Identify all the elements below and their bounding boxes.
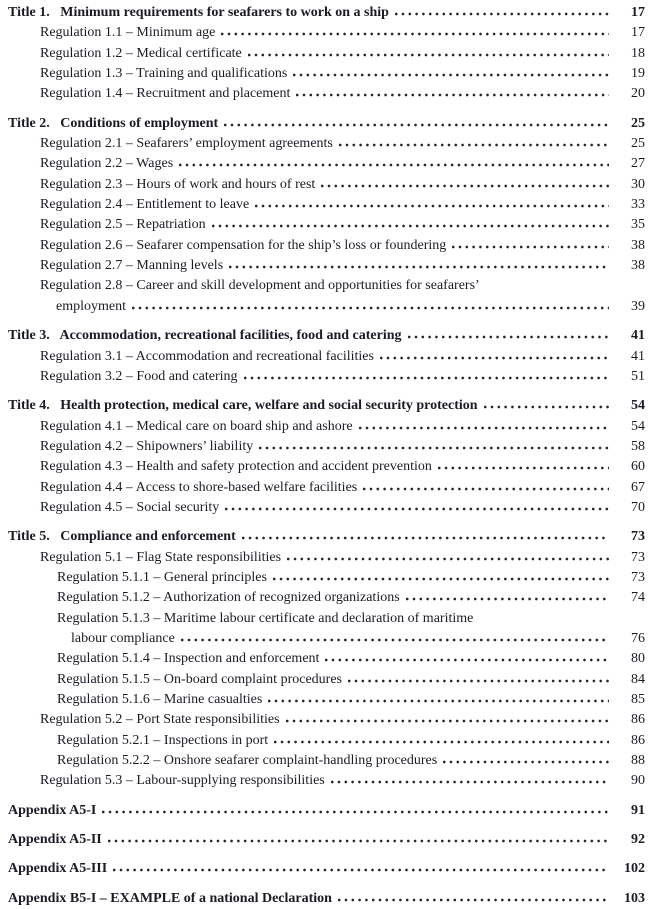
toc-row <box>8 609 645 629</box>
toc-entry-text: labour compliance <box>71 630 175 646</box>
toc-row <box>8 437 645 457</box>
toc-entry-text: Regulation 5.1.2 – Authorization of recognized organizations <box>57 590 400 606</box>
dot-leader <box>408 335 609 339</box>
dot-leader <box>244 376 609 380</box>
dot-leader <box>273 577 609 581</box>
toc-entry-text: Title 3. Accommodation, recreational facilities, food and catering <box>8 328 402 344</box>
page-number: 76 <box>631 630 645 646</box>
page-number: 41 <box>631 348 645 364</box>
toc-entry-text: Regulation 5.2.2 – Onshore seafarer complaint-handling procedures <box>57 753 438 769</box>
dot-leader <box>255 204 609 208</box>
dot-leader <box>443 760 609 764</box>
dot-leader <box>225 507 609 511</box>
toc-entry-text: Regulation 5.1.5 – On-board complaint procedures <box>57 671 342 687</box>
dot-leader <box>181 638 609 642</box>
toc-entry-text: employment <box>56 298 126 314</box>
dot-leader <box>359 426 609 430</box>
page-number: 103 <box>624 890 645 906</box>
toc-row <box>8 367 645 387</box>
toc-entry-text: Appendix A5-II <box>8 832 102 848</box>
dot-leader <box>395 12 609 16</box>
page-number: 25 <box>631 136 645 152</box>
dot-leader <box>452 245 609 249</box>
toc-row <box>8 670 645 690</box>
dot-leader <box>224 123 609 127</box>
page-number: 73 <box>631 549 645 565</box>
toc-row <box>8 175 645 195</box>
page-number: 90 <box>631 773 645 789</box>
toc-row <box>8 751 645 771</box>
toc-row <box>8 84 645 104</box>
dot-leader <box>242 536 609 540</box>
page-number: 86 <box>631 732 645 748</box>
page-number: 70 <box>631 499 645 515</box>
page-number: 51 <box>631 368 645 384</box>
toc-row <box>8 859 645 879</box>
toc-entry-text: Regulation 1.2 – Medical certificate <box>40 45 242 61</box>
toc-row <box>8 154 645 174</box>
toc-row <box>8 347 645 367</box>
toc-entry-text: Appendix A5-III <box>8 861 108 877</box>
toc-entry-text: Regulation 2.3 – Hours of work and hours of rest <box>40 176 316 192</box>
toc-entry-text: Regulation 5.1.6 – Marine casualties <box>57 692 263 707</box>
toc-row <box>8 195 645 215</box>
toc-entry-text: Title 1. Minimum requirements for seafarers to work on a ship <box>8 5 389 20</box>
toc-entry-text: Regulation 3.1 – Accommodation and recreational facilities <box>40 348 374 364</box>
page-number: 27 <box>631 156 645 172</box>
page-number: 33 <box>631 197 645 213</box>
toc-entry-text: Regulation 4.5 – Social security <box>40 499 220 515</box>
dot-leader <box>380 356 609 360</box>
dot-leader <box>287 557 609 561</box>
toc-entry-text: Regulation 4.4 – Access to shore-based welfare facilities <box>40 479 358 495</box>
dot-leader <box>286 719 609 723</box>
toc-row <box>8 889 645 909</box>
dot-leader <box>248 53 609 57</box>
page-number: 30 <box>631 176 645 192</box>
page-number: 18 <box>631 45 645 61</box>
toc-row <box>8 23 645 43</box>
toc-entry-text: Regulation 2.6 – Seafarer compensation for the ship’s loss or foundering <box>40 237 447 253</box>
toc-entry-text: Regulation 1.3 – Training and qualifications <box>40 66 288 82</box>
dot-leader <box>363 487 609 491</box>
toc-entry-text: Regulation 2.5 – Repatriation <box>40 217 206 233</box>
toc <box>8 3 645 909</box>
page-number: 41 <box>631 328 645 344</box>
toc-entry-text: Regulation 4.2 – Shipowners’ liability <box>40 438 254 454</box>
page-number: 91 <box>631 802 645 818</box>
toc-entry-text: Regulation 4.3 – Health and safety protection and accident prevention <box>40 459 432 475</box>
toc-row <box>8 64 645 84</box>
toc-row <box>8 588 645 608</box>
page-number: 92 <box>631 832 645 848</box>
dot-leader <box>229 265 609 269</box>
toc-row <box>8 801 645 821</box>
toc-entry-text: Regulation 2.2 – Wages <box>40 156 174 172</box>
toc-row <box>8 297 645 317</box>
page-number: 17 <box>631 25 645 41</box>
page-number: 102 <box>624 861 645 877</box>
toc-row <box>8 548 645 568</box>
page-number: 39 <box>631 298 645 314</box>
page-number: 38 <box>631 237 645 253</box>
toc-row <box>8 457 645 477</box>
page-number: 80 <box>631 651 645 667</box>
toc-row <box>8 568 645 588</box>
toc-row <box>8 830 645 850</box>
toc-entry-text: Regulation 1.4 – Recruitment and placement <box>40 86 291 102</box>
toc-entry-text: Title 4. Health protection, medical care, welfare and social security protection <box>8 398 478 414</box>
toc-entry-text: Regulation 5.2.1 – Inspections in port <box>57 732 269 748</box>
dot-leader <box>132 306 609 310</box>
page-number: 58 <box>631 438 645 454</box>
page-number: 20 <box>631 86 645 102</box>
toc-entry-text: Regulation 5.2 – Port State responsibilities <box>40 712 280 728</box>
page-number: 54 <box>631 418 645 434</box>
dot-leader <box>339 143 609 147</box>
page-number: 85 <box>631 692 645 707</box>
toc-row <box>8 417 645 437</box>
dot-leader <box>259 446 609 450</box>
dot-leader <box>338 898 609 902</box>
page-number: 73 <box>631 529 645 545</box>
dot-leader <box>325 658 609 662</box>
toc-row <box>8 215 645 235</box>
dot-leader <box>113 868 609 872</box>
toc-row <box>8 396 645 416</box>
dot-leader <box>484 405 609 409</box>
page-number: 74 <box>631 590 645 606</box>
page-number: 25 <box>631 115 645 131</box>
dot-leader <box>212 224 609 228</box>
toc-row <box>8 134 645 154</box>
dot-leader <box>274 740 609 744</box>
toc-row <box>8 236 645 256</box>
page-number: 54 <box>631 398 645 414</box>
page-number: 73 <box>631 569 645 585</box>
toc-row <box>8 498 645 518</box>
toc-entry-text: Appendix A5-I <box>8 802 97 818</box>
toc-entry-text: Regulation 4.1 – Medical care on board ship and ashore <box>40 418 353 434</box>
toc-row <box>8 649 645 669</box>
toc-row <box>8 114 645 134</box>
toc-row <box>8 478 645 498</box>
toc-entry-text: Regulation 3.2 – Food and catering <box>40 368 238 384</box>
toc-entry-text: Regulation 5.1.3 – Maritime labour certificate and declaration of maritime <box>57 610 474 626</box>
page-number: 38 <box>631 258 645 274</box>
dot-leader <box>321 184 609 188</box>
toc-entry-text: Regulation 2.8 – Career and skill development and opportunities for seafarers’ <box>40 278 480 294</box>
toc-row <box>8 690 645 710</box>
dot-leader <box>331 780 609 784</box>
toc-entry-text: Title 2. Conditions of employment <box>8 115 219 131</box>
page-number: 19 <box>631 66 645 82</box>
toc-entry-text: Regulation 5.1 – Flag State responsibilities <box>40 549 282 565</box>
toc-entry-text: Appendix B5-I – EXAMPLE of a national Declaration <box>8 890 332 906</box>
toc-row <box>8 3 645 23</box>
page-number: 17 <box>631 5 645 20</box>
page-number: 67 <box>631 479 645 495</box>
toc-entry-text: Regulation 1.1 – Minimum age <box>40 25 216 41</box>
dot-leader <box>293 73 609 77</box>
toc-row <box>8 276 645 296</box>
toc-entry-text: Title 5. Compliance and enforcement <box>8 529 236 545</box>
page-number: 35 <box>631 217 645 233</box>
toc-row <box>8 256 645 276</box>
toc-entry-text: Regulation 5.3 – Labour-supplying responsibilities <box>40 773 325 789</box>
dot-leader <box>348 679 609 683</box>
toc-entry-text: Regulation 2.4 – Entitlement to leave <box>40 197 250 213</box>
dot-leader <box>296 93 609 97</box>
toc-entry-text: Regulation 5.1.1 – General principles <box>57 569 267 585</box>
page-number: 84 <box>631 671 645 687</box>
toc-entry-text: Regulation 2.7 – Manning levels <box>40 258 224 274</box>
dot-leader <box>268 699 609 703</box>
toc-row <box>8 629 645 649</box>
toc-row <box>8 326 645 346</box>
dot-leader <box>221 32 609 36</box>
toc-row <box>8 527 645 547</box>
toc-row <box>8 731 645 751</box>
dot-leader <box>108 839 609 843</box>
dot-leader <box>102 810 609 814</box>
toc-row <box>8 771 645 791</box>
toc-row <box>8 44 645 64</box>
toc-entry-text: Regulation 2.1 – Seafarers’ employment agreements <box>40 136 333 152</box>
page-number: 60 <box>631 459 645 475</box>
dot-leader <box>438 466 609 470</box>
dot-leader <box>179 163 609 167</box>
page-number: 86 <box>631 712 645 728</box>
toc-entry-text: Regulation 5.1.4 – Inspection and enforcement <box>57 651 320 667</box>
page-number: 88 <box>631 753 645 769</box>
toc-row <box>8 710 645 730</box>
dot-leader <box>406 597 609 601</box>
